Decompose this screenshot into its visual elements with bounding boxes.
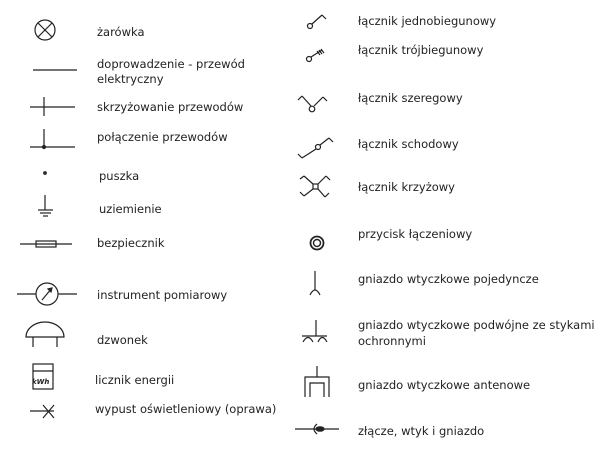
bell-icon — [26, 322, 64, 347]
energy-meter-icon-text: kWh — [32, 378, 50, 386]
push-button-icon — [311, 237, 324, 250]
bulb-icon — [35, 20, 55, 40]
label-double-socket: gniazdo wtyczkowe podwójne ze stykami — [358, 318, 595, 332]
label-double-socket-line2: ochronnymi — [358, 334, 426, 348]
label-single-socket: gniazdo wtyczkowe pojedyncze — [358, 272, 539, 286]
plug-connector-icon — [295, 424, 339, 434]
label-cross: łącznik krzyżowy — [358, 180, 455, 194]
label-wire: doprowadzenie - przewód — [97, 57, 245, 71]
label-crossing: skrzyżowanie przewodów — [97, 100, 244, 114]
label-single-pole: łącznik jednobiegunowy — [358, 14, 497, 28]
label-connector: złącze, wtyk i gniazdo — [358, 424, 485, 438]
wire-junction-icon — [30, 129, 75, 149]
label-junction: połączenie przewodów — [97, 130, 228, 144]
label-push-button: przycisk łączeniowy — [358, 227, 473, 241]
single-pole-switch-icon — [308, 15, 327, 29]
label-three-pole: łącznik trójbiegunowy — [358, 43, 484, 57]
label-zarowka: żarówka — [97, 25, 145, 39]
single-socket-icon — [310, 271, 320, 295]
label-staircase: łącznik schodowy — [358, 137, 459, 151]
junction-box-icon — [44, 172, 47, 175]
three-pole-switch-icon — [307, 49, 325, 62]
label-light-outlet: wypust oświetleniowy (oprawa) — [95, 402, 277, 416]
staircase-switch-icon — [298, 138, 333, 158]
label-meter: instrument pomiarowy — [97, 288, 228, 302]
label-ground: uziemienie — [99, 202, 162, 216]
ground-icon — [38, 195, 53, 216]
light-outlet-icon — [30, 405, 54, 418]
label-fuse: bezpiecznik — [97, 236, 165, 250]
label-energy-meter: licznik energii — [95, 373, 175, 387]
wire-crossing-icon — [30, 97, 75, 116]
cross-switch-icon — [300, 176, 330, 197]
meter-icon — [17, 283, 77, 305]
fuse-icon — [20, 241, 72, 247]
label-puszka: puszka — [99, 169, 140, 183]
label-wire-line2: elektryczny — [97, 72, 164, 86]
series-switch-icon — [298, 96, 327, 112]
label-series: łącznik szeregowy — [358, 91, 463, 105]
label-antenna-socket: gniazdo wtyczkowe antenowe — [358, 378, 531, 392]
label-bell: dzwonek — [97, 333, 148, 347]
antenna-socket-icon — [305, 366, 329, 397]
double-socket-icon — [302, 320, 327, 342]
